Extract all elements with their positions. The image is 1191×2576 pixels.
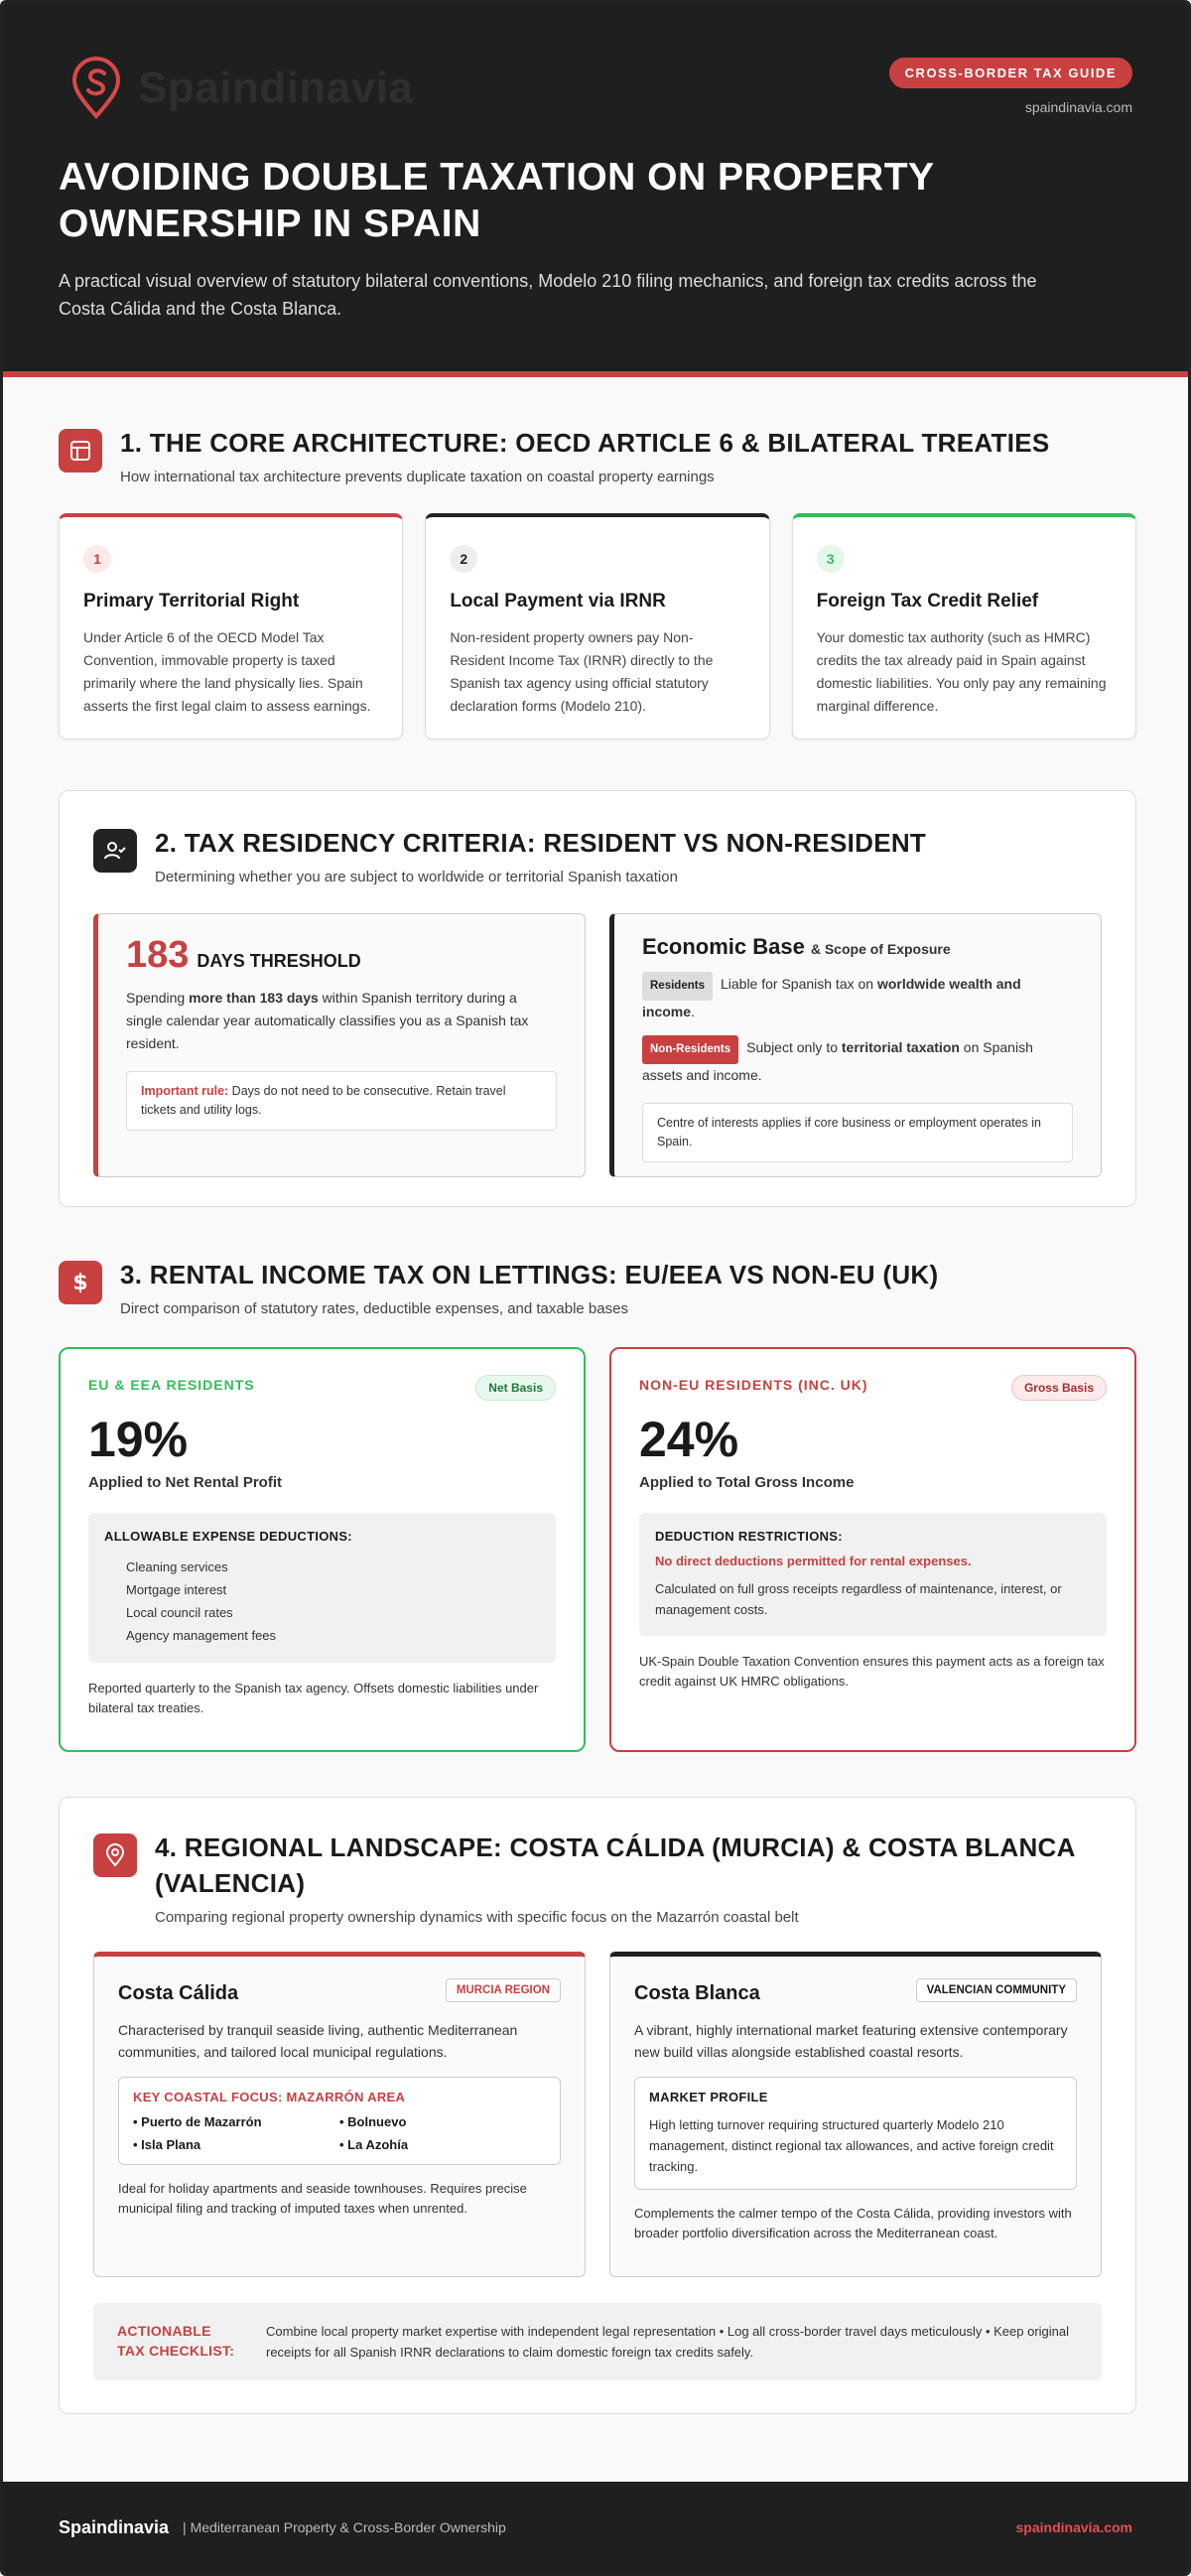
page-title: AVOIDING DOUBLE TAXATION ON PROPERTY OWNERSHIP IN SPAIN [59, 156, 934, 245]
restriction-text: Calculated on full gross receipts regardless of maintenance, interest, or management costs. [655, 1581, 1062, 1617]
section-subtitle: Comparing regional property ownership dynamics with specific focus on the Mazarrón coastal belt [155, 1909, 799, 1926]
footer-tagline: | Mediterranean Property & Cross-Border Ownership [183, 2519, 506, 2535]
card-text: Your domestic tax authority (such as HMRC) credits the tax already paid in Spain against domestic liabilities. You only pay any remaining marginal difference. [816, 629, 1107, 714]
mazarron-focus-box: KEY COASTAL FOCUS: MAZARRÓN AREA • Puerto de Mazarrón • Bolnuevo • Isla Plana • La Azohía [118, 2077, 561, 2165]
non-eu-label: NON-EU RESIDENTS (INC. UK) [639, 1377, 868, 1393]
hero-header [3, 3, 1188, 377]
section-subtitle: Determining whether you are subject to worldwide or territorial Spanish taxation [155, 869, 678, 885]
section-rental-income-tax [59, 1257, 1136, 1752]
non-residents-tag: Non-Residents [642, 1035, 738, 1064]
non-eu-footer: UK-Spain Double Taxation Convention ensures this payment acts as a foreign tax credit against UK HMRC obligations. [639, 1654, 1105, 1689]
card-text: Under Article 6 of the OECD Model Tax Convention, immovable property is taxed primarily where the land physically lies. Spain asserts the first legal claim to assess earnings. [83, 629, 371, 714]
brand-name: Spaindinavia [138, 64, 414, 112]
days-threshold-card [93, 913, 586, 1177]
user-check-icon [93, 829, 137, 873]
costa-blanca-card [609, 1952, 1102, 2277]
region-text: Characterised by tranquil seaside living, authentic Mediterranean communities, and tailored local municipal regulations. [118, 2022, 518, 2060]
non-residents-row: Non-Residents Subject only to territorial taxation on Spanish assets and income. [642, 1035, 1073, 1087]
step-number: 2 [450, 545, 477, 573]
market-profile-box: MARKET PROFILE High letting turnover requiring structured quarterly Modelo 210 management, distinct regional tax allowances, and active foreign credit tracking. [634, 2077, 1077, 2190]
section-title: 2. TAX RESIDENCY CRITERIA: RESIDENT VS NON-RESIDENT [155, 828, 927, 858]
logo-pin-icon [68, 57, 124, 120]
header-domain-link[interactable]: spaindinavia.com [1024, 99, 1132, 115]
restrictions-box: DEDUCTION RESTRICTIONS: No direct deductions permitted for rental expenses. Calculated on full gross receipts regardless of maintenance, interest, or management costs. [639, 1513, 1107, 1636]
footer-domain-link[interactable]: spaindinavia.com [1015, 2519, 1132, 2535]
section-core-architecture [59, 425, 1136, 740]
footer-brand: Spaindinavia [59, 2516, 170, 2537]
map-pin-icon [93, 1833, 137, 1877]
step-number: 1 [83, 545, 111, 573]
checklist-text: Combine local property market expertise with independent legal representation • Log all cross-border travel days meticulously • Keep original receipts for all Spanish IRNR declarations to claim domestic foreign tax credits safely. [266, 2324, 1070, 2360]
list-item: Local council rates [126, 1605, 233, 1620]
non-eu-rate: 24% [639, 1412, 739, 1467]
place-item: • Isla Plana [133, 2137, 201, 2152]
centre-of-interests-note: Centre of interests applies if core business or employment operates in Spain. [642, 1103, 1073, 1162]
section-tax-residency [59, 790, 1136, 1207]
section-title: 3. RENTAL INCOME TAX ON LETTINGS: EU/EEA VS NON-EU (UK) [120, 1260, 939, 1289]
days-text: Spending more than 183 days within Spanish territory during a single calendar year automatically classifies you as a Spanish tax resident. [126, 990, 529, 1051]
net-basis-badge: Net Basis [475, 1375, 556, 1401]
region-footer: Complements the calmer tempo of the Costa Cálida, providing investors with broader portfolio diversification across the Mediterranean coast. [634, 2206, 1072, 2240]
card-title: Primary Territorial Right [83, 591, 300, 611]
page-footer [3, 2482, 1188, 2573]
section-subtitle: Direct comparison of statutory rates, deductible expenses, and taxable bases [120, 1300, 628, 1317]
card-title: Local Payment via IRNR [450, 591, 666, 611]
costa-calida-card [93, 1952, 586, 2277]
section-regional-landscape [59, 1797, 1136, 2414]
card-text: Non-resident property owners pay Non-Resident Income Tax (IRNR) directly to the Spanish tax agency using official statutory declaration forms (Modelo 210). [450, 629, 714, 714]
section-subtitle: How international tax architecture prevents duplicate taxation on coastal property earnings [120, 469, 715, 485]
card-primary-territorial-right [59, 513, 403, 740]
region-title: Costa Blanca [634, 1982, 760, 2004]
economic-title: Economic Base [642, 934, 805, 959]
murcia-region-badge: MURCIA REGION [446, 1978, 561, 2002]
economic-subtitle: & Scope of Exposure [810, 941, 951, 957]
non-eu-applied: Applied to Total Gross Income [639, 1474, 855, 1491]
residents-tag: Residents [642, 972, 713, 1001]
list-item: Mortgage interest [126, 1582, 227, 1597]
page-intro: A practical visual overview of statutory bilateral conventions, Modelo 210 filing mechanics, and foreign tax credits across the Costa Cálida and the Costa Blanca. [59, 271, 1037, 319]
dollar-icon: $ [59, 1261, 102, 1304]
brand-logo[interactable] [68, 57, 413, 120]
gross-basis-badge: Gross Basis [1011, 1375, 1107, 1401]
eu-eea-card [59, 1347, 586, 1752]
eu-applied: Applied to Net Rental Profit [88, 1474, 282, 1491]
residents-row: Residents Liable for Spanish tax on worldwide wealth and income. [642, 972, 1073, 1023]
valencian-community-badge: VALENCIAN COMMUNITY [916, 1978, 1077, 2002]
important-rule-note: Important rule: Days do not need to be consecutive. Retain travel tickets and utility logs. [126, 1071, 557, 1131]
eu-rate: 19% [88, 1412, 189, 1467]
section-title: 1. THE CORE ARCHITECTURE: OECD ARTICLE 6 & BILATERAL TREATIES [120, 428, 1050, 458]
region-text: A vibrant, highly international market featuring extensive contemporary new build villas alongside established coastal resorts. [634, 2022, 1068, 2060]
eu-footer: Reported quarterly to the Spanish tax agency. Offsets domestic liabilities under bilateral tax treaties. [88, 1681, 539, 1715]
days-number: 183 [126, 934, 190, 976]
card-title: Foreign Tax Credit Relief [816, 591, 1039, 611]
card-foreign-tax-credit [792, 513, 1136, 740]
eu-label: EU & EEA RESIDENTS [88, 1377, 255, 1393]
step-number: 3 [817, 545, 845, 573]
actionable-checklist [93, 2303, 1102, 2380]
section-title: 4. REGIONAL LANDSCAPE: COSTA CÁLIDA (MURCIA) & COSTA BLANCA (VALENCIA) [155, 1832, 1075, 1898]
place-item: • La Azohía [339, 2137, 409, 2152]
days-label: DAYS THRESHOLD [197, 951, 361, 971]
economic-base-card [609, 913, 1102, 1177]
deductions-box: ALLOWABLE EXPENSE DEDUCTIONS: Cleaning services Mortgage interest Local council rates Agency management fees [88, 1513, 556, 1663]
layout-icon [59, 429, 102, 473]
checklist-title: ACTIONABLE TAX CHECKLIST: [117, 2323, 235, 2359]
restriction-warning: No direct deductions permitted for rental expenses. [655, 1554, 972, 1568]
guide-badge: CROSS-BORDER TAX GUIDE [889, 58, 1132, 88]
place-item: • Bolnuevo [339, 2114, 407, 2129]
region-footer: Ideal for holiday apartments and seaside townhouses. Requires precise municipal filing and tracking of imputed taxes when unrented. [118, 2181, 527, 2216]
list-item: Cleaning services [126, 1559, 228, 1574]
region-title: Costa Cálida [118, 1982, 239, 2004]
place-item: • Puerto de Mazarrón [133, 2114, 262, 2129]
list-item: Agency management fees [126, 1628, 277, 1643]
non-eu-card [609, 1347, 1136, 1752]
card-local-payment-irnr [425, 513, 769, 740]
